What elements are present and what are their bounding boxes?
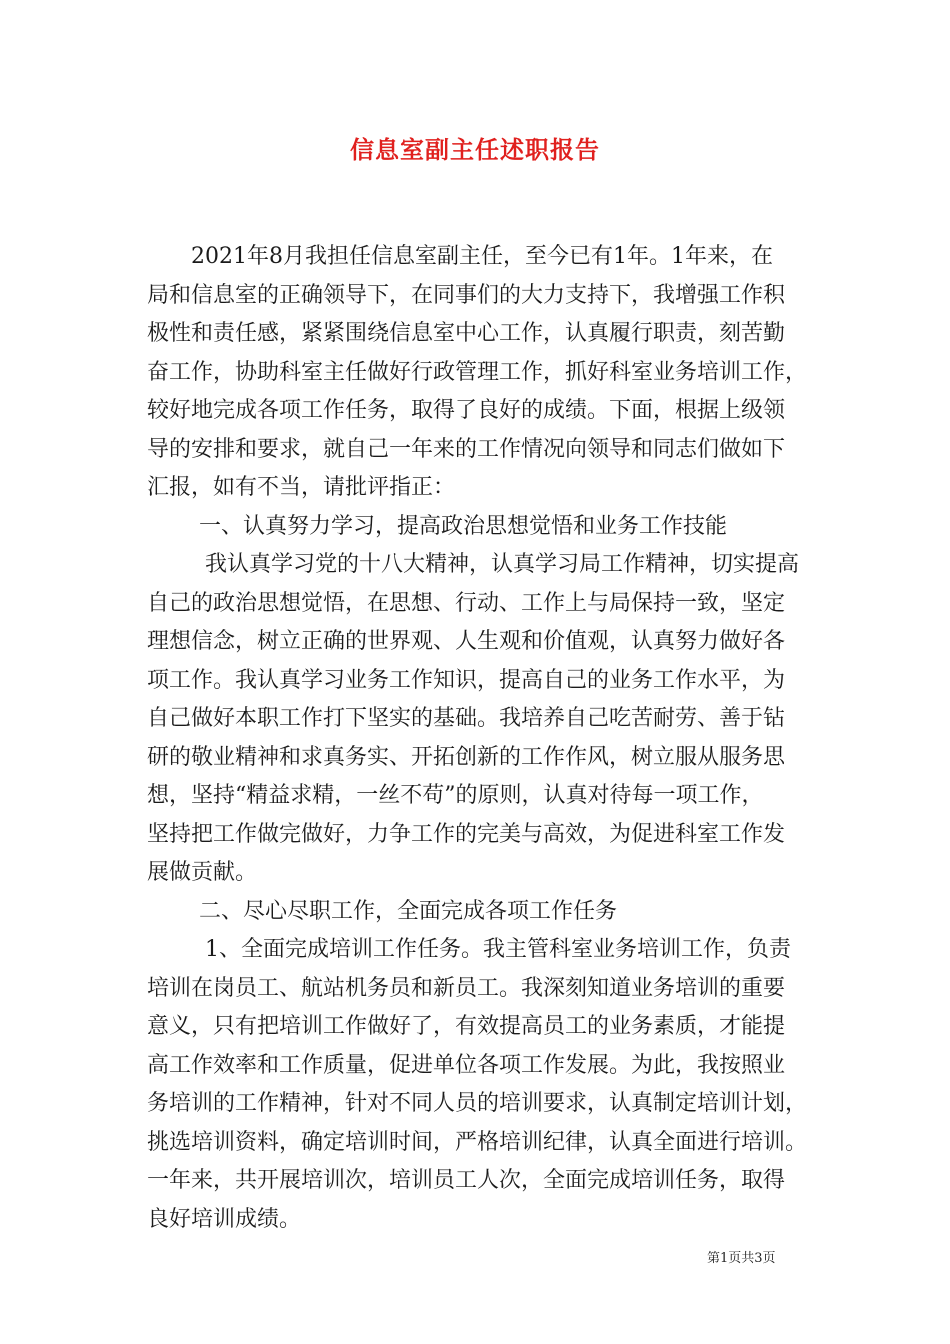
body-line: 自己做好本职工作打下坚实的基础。我培养自己吃苦耐劳、善于钻 — [147, 706, 786, 731]
body-line: 汇报，如有不当，请批评指正： — [147, 475, 456, 500]
body-line: 局和信息室的正确领导下，在同事们的大力支持下，我增强工作积 — [147, 282, 786, 308]
body-line: 挑选培训资料，确定培训时间，严格培训纪律，认真全面进行培训。 — [147, 1129, 808, 1155]
body-line: 坚持把工作做完做好，力争工作的完美与高效，为促进科室工作发 — [147, 821, 786, 847]
body-line: 展做贡献。 — [147, 860, 258, 885]
body-line: 二、尽心尽职工作，全面完成各项工作任务 — [199, 898, 618, 924]
document-body — [147, 238, 810, 1239]
document-title: 信息室副主任述职报告 — [350, 136, 600, 164]
body-line: 2021年8月我担任信息室副主任，至今已有1年。1年来，在 — [191, 244, 773, 269]
page-number: 第1页共3页 — [707, 1251, 776, 1266]
body-line: 意义，只有把培训工作做好了，有效提高员工的业务素质，才能提 — [147, 1014, 786, 1039]
body-line: 务培训的工作精神，针对不同人员的培训要求，认真制定培训计划， — [147, 1091, 808, 1116]
body-line: 导的安排和要求，就自己一年来的工作情况向领导和同志们做如下 — [147, 436, 786, 462]
body-line: 研的敬业精神和求真务实、开拓创新的工作作风，树立服从服务思 — [147, 744, 786, 770]
body-line: 较好地完成各项工作任务，取得了良好的成绩。下面，根据上级领 — [147, 398, 786, 423]
body-line: 奋工作，协助科室主任做好行政管理工作，抓好科室业务培训工作， — [147, 359, 808, 385]
body-line: 想，坚持“精益求精，一丝不苟”的原则，认真对待每一项工作， — [147, 783, 764, 808]
body-line: 极性和责任感，紧紧围绕信息室中心工作，认真履行职责，刻苦勤 — [147, 321, 786, 346]
body-line: 理想信念，树立正确的世界观、人生观和价值观，认真努力做好各 — [147, 629, 786, 654]
body-line: 培训在岗员工、航站机务员和新员工。我深刻知道业务培训的重要 — [147, 975, 786, 1001]
body-line: 项工作。我认真学习业务工作知识，提高自己的业务工作水平，为 — [147, 667, 786, 693]
body-line: 1、全面完成培训工作任务。我主管科室业务培训工作，负责 — [205, 937, 791, 962]
body-line: 高工作效率和工作质量，促进单位各项工作发展。为此，我按照业 — [147, 1052, 786, 1078]
body-line: 良好培训成绩。 — [147, 1206, 302, 1232]
body-line: 自己的政治思想觉悟，在思想、行动、工作上与局保持一致，坚定 — [147, 590, 786, 616]
body-line: 我认真学习党的十八大精神，认真学习局工作精神，切实提高 — [205, 552, 800, 577]
body-line: 一年来，共开展培训次，培训员工人次，全面完成培训任务，取得 — [147, 1168, 786, 1193]
body-line: 一、认真努力学习，提高政治思想觉悟和业务工作技能 — [199, 513, 728, 539]
